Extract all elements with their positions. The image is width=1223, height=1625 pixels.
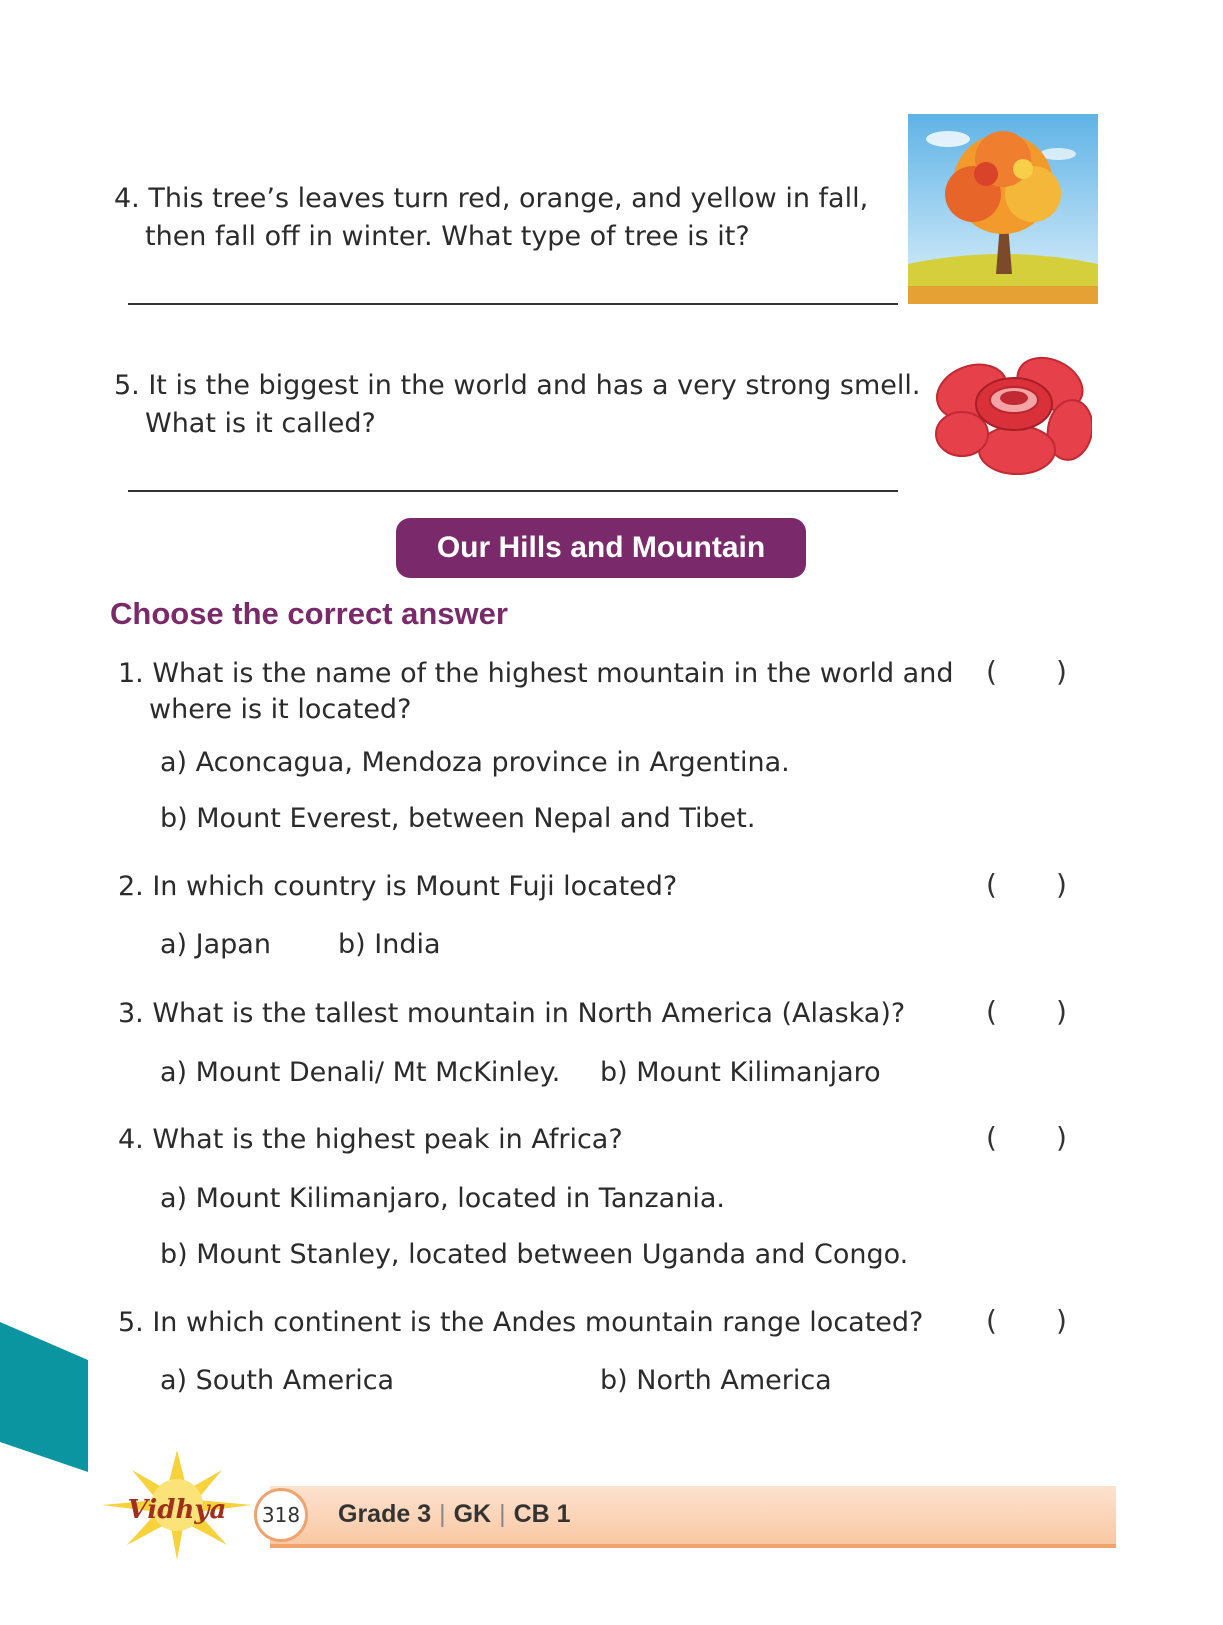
- mcq4-answer-bracket-close[interactable]: ): [1056, 1121, 1067, 1154]
- footer-separator-2: |: [499, 1500, 506, 1528]
- mcq5-answer-bracket-close[interactable]: ): [1056, 1304, 1067, 1337]
- mcq3-answer-bracket-close[interactable]: ): [1056, 995, 1067, 1028]
- footer-book: CB 1: [513, 1500, 571, 1528]
- section-title: Our Hills and Mountain: [396, 518, 806, 578]
- mcq1-option-b[interactable]: b) Mount Everest, between Nepal and Tibet.: [160, 803, 756, 834]
- mcq5-option-b[interactable]: b) North America: [600, 1365, 832, 1396]
- mcq3-answer-bracket-open[interactable]: (: [986, 995, 997, 1028]
- tree-answer-line[interactable]: [128, 303, 898, 305]
- mcq1-question-line2: where is it located?: [149, 694, 412, 725]
- mcq2-answer-bracket-open[interactable]: (: [986, 868, 997, 901]
- mcq2-option-a[interactable]: a) Japan: [160, 929, 271, 960]
- mcq2-question: 2. In which country is Mount Fuji located?: [118, 871, 678, 902]
- autumn-tree-image: [908, 114, 1098, 304]
- mcq4-option-b[interactable]: b) Mount Stanley, located between Uganda and Congo.: [160, 1239, 909, 1270]
- mcq1-answer-bracket-close[interactable]: ): [1056, 655, 1067, 688]
- mcq1-option-a[interactable]: a) Aconcagua, Mendoza province in Argentina.: [160, 747, 790, 778]
- vidhya-logo: [92, 1450, 262, 1560]
- instruction-heading: Choose the correct answer: [110, 596, 508, 631]
- mcq3-option-b[interactable]: b) Mount Kilimanjaro: [600, 1057, 881, 1088]
- tree-question-line1: 4. This tree’s leaves turn red, orange, and yellow in fall,: [114, 183, 869, 214]
- mcq2-option-b[interactable]: b) India: [338, 929, 441, 960]
- mcq5-option-a[interactable]: a) South America: [160, 1365, 395, 1396]
- footer-subject: GK: [453, 1500, 492, 1528]
- page-number: 318: [254, 1488, 308, 1542]
- rafflesia-flower-image: [932, 342, 1092, 478]
- footer-label: [338, 1500, 571, 1529]
- flower-question-line2: What is it called?: [145, 408, 376, 439]
- mcq5-question: 5. In which continent is the Andes mountain range located?: [118, 1307, 924, 1338]
- footer-separator-1: |: [439, 1500, 446, 1528]
- flower-answer-line[interactable]: [128, 490, 898, 492]
- footer-grade: Grade 3: [338, 1500, 432, 1528]
- mcq3-question: 3. What is the tallest mountain in North America (Alaska)?: [118, 998, 906, 1029]
- mcq1-answer-bracket-open[interactable]: (: [986, 655, 997, 688]
- flower-question-line1: 5. It is the biggest in the world and has a very strong smell.: [114, 370, 921, 401]
- mcq4-question: 4. What is the highest peak in Africa?: [118, 1124, 623, 1155]
- mcq4-option-a[interactable]: a) Mount Kilimanjaro, located in Tanzania.: [160, 1183, 725, 1214]
- mcq2-answer-bracket-close[interactable]: ): [1056, 868, 1067, 901]
- mcq1-question-line1: 1. What is the name of the highest mountain in the world and: [118, 658, 954, 689]
- mcq4-answer-bracket-open[interactable]: (: [986, 1121, 997, 1154]
- mcq5-answer-bracket-open[interactable]: (: [986, 1304, 997, 1337]
- mcq3-option-a[interactable]: a) Mount Denali/ Mt McKinley.: [160, 1057, 561, 1088]
- tree-question-line2: then fall off in winter. What type of tree is it?: [145, 221, 750, 252]
- logo-text: Vidhya: [127, 1495, 227, 1525]
- side-tab-decoration: [0, 1322, 90, 1472]
